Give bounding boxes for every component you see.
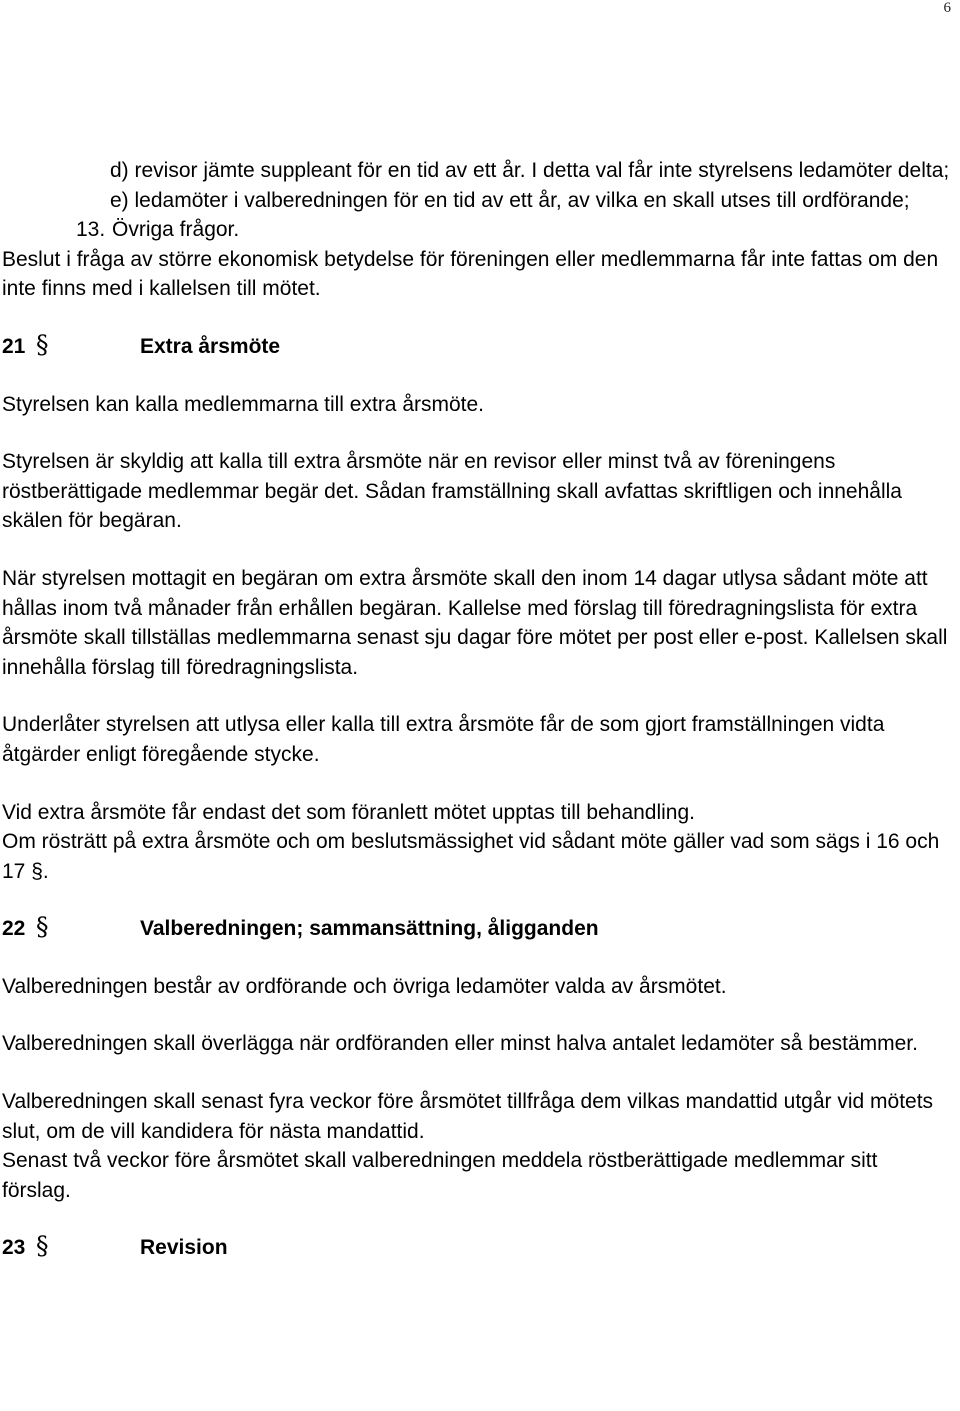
section-22-paragraph-1: Valberedningen består av ordförande och övriga ledamöter valda av årsmötet.: [2, 974, 727, 998]
section-21-number: 21: [2, 334, 26, 358]
section-21-paragraph-2: Styrelsen är skyldig att kalla till extra årsmöte när en revisor eller minst två av föreningens röstberättigade medlemmar begär det. Sådan framställning skall avfattas skriftligen och innehålla skälen för begäran.: [2, 450, 902, 533]
page-number: 6: [943, 0, 951, 16]
list-item-13-number: 13.: [76, 218, 106, 242]
section-21-paragraph-6: Om rösträtt på extra årsmöte och om beslutsmässighet vid sådant möte gäller vad som sägs i 16 och 17 §.: [2, 830, 940, 883]
section-22-paragraph-4: Senast två veckor före årsmötet skall valberedningen meddela röstberättigade medlemmar sitt förslag.: [2, 1149, 878, 1202]
list-item-13-text: Övriga frågor.: [112, 218, 240, 242]
section-22-paragraph-3: Valberedningen skall senast fyra veckor före årsmötet tillfråga dem vilkas mandattid utgår vid mötets slut, om de vill kandidera för nästa mandattid.: [2, 1090, 934, 1143]
section-22-title: Valberedningen; sammansättning, åligganden: [140, 917, 599, 941]
section-23-title: Revision: [140, 1236, 228, 1260]
section-23-heading: [2, 1233, 952, 1263]
section-23-number: 23: [2, 1236, 26, 1260]
section-21-heading: [2, 329, 952, 362]
section-21-paragraph-3: När styrelsen mottagit en begäran om extra årsmöte skall den inom 14 dagar utlysa sådant möte att hållas inom två månader från erhållen begäran. Kallelse med förslag till föredragningslista för extra årsmöte skall tillställas medlemmarna senast sju dagar före mötet per post eller e-post. Kallelsen skall innehålla förslag till föredragningslista.: [2, 566, 948, 679]
section-21-symbol: §: [36, 329, 49, 359]
section-23-symbol: §: [36, 1231, 49, 1261]
section-22-symbol: §: [36, 912, 49, 942]
section-22-heading: [2, 914, 952, 944]
list-item-e: e) ledamöter i valberedningen för en tid av ett år, av vilka en skall utses till ordförande;: [110, 188, 910, 212]
list-item-d: d) revisor jämte suppleant för en tid av ett år. I detta val får inte styrelsens ledamöter delta;: [110, 159, 950, 182]
section-22-number: 22: [2, 917, 26, 941]
section-21-paragraph-1: Styrelsen kan kalla medlemmarna till extra årsmöte.: [2, 392, 485, 416]
section-21-title: Extra årsmöte: [140, 334, 281, 358]
section-21-paragraph-5: Vid extra årsmöte får endast det som föranlett mötet upptas till behandling.: [2, 800, 695, 824]
beslut-paragraph: Beslut i fråga av större ekonomisk betydelse för föreningen eller medlemmarna får inte fattas om den inte finns med i kallelsen till mötet.: [2, 247, 939, 301]
section-22-paragraph-2: Valberedningen skall överlägga när ordföranden eller minst halva antalet ledamöter så bestämmer.: [2, 1032, 918, 1056]
section-21-paragraph-4: Underlåter styrelsen att utlysa eller kalla till extra årsmöte får de som gjort framställningen vidta åtgärder enligt föregående stycke.: [2, 713, 885, 766]
document-body: [2, 156, 952, 1263]
list-item-13: [2, 215, 952, 245]
